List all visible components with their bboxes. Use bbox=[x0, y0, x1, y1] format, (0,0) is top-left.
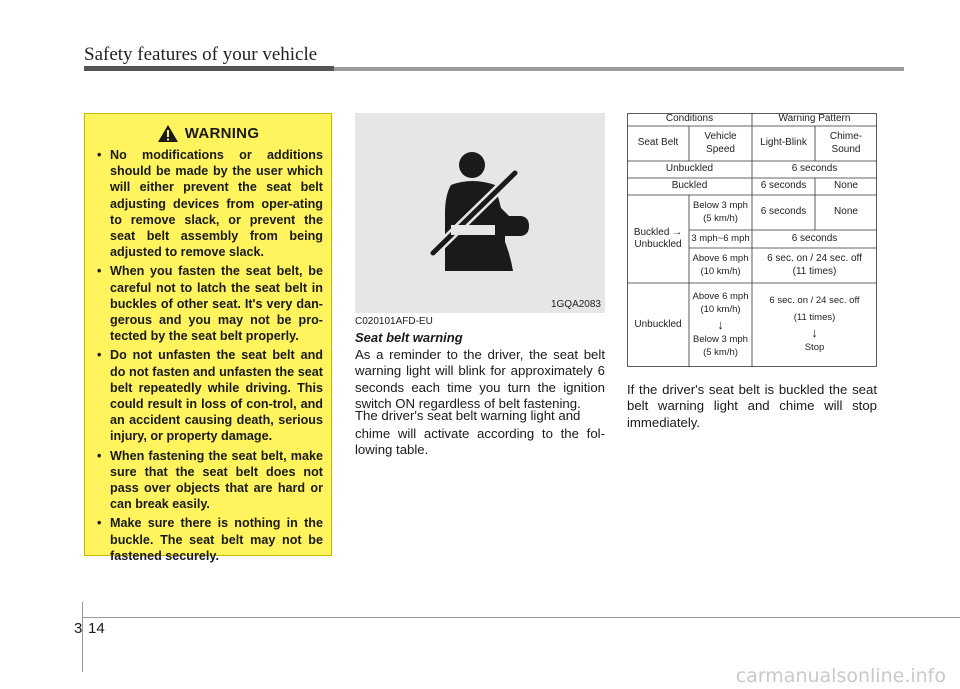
th-chime-line1: Chime- bbox=[829, 131, 863, 142]
cell-above-6mph-line2: (10 km/h) bbox=[700, 265, 741, 277]
section-code: C020101AFD-EU bbox=[355, 316, 433, 327]
down-arrow-icon: ↓ bbox=[811, 325, 818, 341]
section-heading: Seat belt warning bbox=[355, 330, 463, 345]
warning-item: • When fastening the seat belt, make sure that the seat belt does not pass over objects that are hard or can break easily. bbox=[93, 448, 323, 513]
seat-belt-warning-icon bbox=[355, 113, 605, 313]
body-paragraph: As a reminder to the driver, the seat belt warning light will blink for approximately 6 seconds each time you turn the ignition switch ON regardless of belt fastening. bbox=[355, 347, 605, 412]
cell-above-6mph-line2: (10 km/h) bbox=[700, 303, 741, 315]
th-vehicle-speed bbox=[689, 126, 752, 161]
cell-below-3mph bbox=[689, 195, 752, 230]
cell-6-seconds: 6 seconds bbox=[760, 180, 807, 192]
cell-above-6mph-line1: Above 6 mph bbox=[692, 253, 749, 264]
cell-6on-24off bbox=[752, 248, 877, 283]
cell-below-3mph-line2: (5 km/h) bbox=[703, 212, 738, 224]
warning-title: WARNING bbox=[184, 125, 260, 142]
cell-3-6mph: 3 mph~6 mph bbox=[691, 232, 750, 244]
cell-6-seconds: 6 seconds bbox=[791, 232, 838, 244]
page-number-value: 14 bbox=[88, 620, 105, 637]
warning-list bbox=[93, 147, 323, 564]
cell-unbuckled: Unbuckled bbox=[665, 163, 714, 175]
cell-none: None bbox=[834, 206, 858, 218]
cell-chime-to-stop bbox=[752, 283, 877, 367]
th-warning-pattern: Warning Pattern bbox=[778, 113, 851, 125]
warning-header bbox=[93, 124, 323, 143]
figure-code: 1GQA2083 bbox=[550, 299, 601, 310]
warning-item: • When you fasten the seat belt, be careful not to latch the seat belt in buckles of other seat. It's very dan-gerous and you may not be pro-tected by the seat belt properly. bbox=[93, 263, 323, 344]
th-vehicle-speed-line2: Speed bbox=[706, 143, 735, 155]
cell-buckled-to-unbuckled bbox=[627, 195, 689, 283]
cell-6on-24off-line1: 6 sec. on / 24 sec. off bbox=[767, 253, 862, 264]
warning-triangle-icon bbox=[157, 124, 179, 143]
page-header-title: Safety features of your vehicle bbox=[84, 44, 318, 65]
body-paragraph: If the driver's seat belt is buckled the seat belt warning light and chime will stop immediately. bbox=[627, 382, 877, 430]
warning-item: • Make sure there is nothing in the buckle. The seat belt may not be fastened securely. bbox=[93, 515, 323, 564]
cell-unbuckled-line: Unbuckled bbox=[634, 239, 682, 250]
cell-below-3mph-line1: Below 3 mph bbox=[693, 200, 748, 211]
cell-buckled: Buckled bbox=[671, 180, 708, 192]
warning-pattern-table bbox=[627, 113, 877, 367]
cell-buckled-arrow: Buckled → bbox=[633, 226, 683, 238]
body-paragraph: chime will activate according to the fol-lowing table. bbox=[355, 426, 605, 458]
cell-above-to-below bbox=[689, 283, 752, 367]
cell-above-6mph-line1: Above 6 mph bbox=[692, 291, 749, 302]
footer-horizontal-rule bbox=[82, 617, 960, 618]
th-conditions: Conditions bbox=[665, 113, 714, 125]
down-arrow-icon: ↓ bbox=[717, 317, 724, 332]
cell-above-6mph bbox=[689, 248, 752, 283]
cell-6-seconds: 6 seconds bbox=[760, 206, 807, 218]
cell-below-3mph-line1: Below 3 mph bbox=[693, 334, 748, 345]
footer-vertical-rule bbox=[82, 602, 83, 672]
cell-none: None bbox=[834, 180, 858, 192]
cell-6on-24off-line1: 6 sec. on / 24 sec. off bbox=[769, 295, 860, 307]
th-vehicle-speed-line1: Vehicle bbox=[704, 131, 737, 142]
cell-11-times: (11 times) bbox=[792, 265, 837, 277]
body-paragraph: The driver's seat belt warning light and bbox=[355, 408, 581, 423]
warning-item: • No modifications or additions should be made by the user which will either prevent the seat belt adjusting devices from oper-ating to remove slack, or prevent the seat belt assembly from being adjusted to remove slack. bbox=[93, 147, 323, 260]
seat-belt-illustration bbox=[355, 113, 605, 313]
chapter-number: 3 bbox=[74, 620, 83, 637]
th-chime-line2: Sound bbox=[831, 143, 861, 155]
header-rule-accent bbox=[84, 66, 334, 71]
watermark: carmanualsonline.info bbox=[735, 665, 946, 687]
cell-6-seconds: 6 seconds bbox=[791, 163, 838, 175]
cell-stop: Stop bbox=[804, 342, 825, 354]
cell-unbuckled: Unbuckled bbox=[634, 318, 682, 330]
warning-box bbox=[84, 113, 332, 563]
cell-11-times: (11 times) bbox=[793, 311, 836, 323]
th-seat-belt: Seat Belt bbox=[637, 137, 679, 149]
cell-below-3mph-line2: (5 km/h) bbox=[703, 346, 738, 358]
th-chime-sound bbox=[815, 126, 877, 161]
th-light-blink: Light-Blink bbox=[760, 137, 807, 149]
warning-item: • Do not unfasten the seat belt and do not fasten and unfasten the seat belt repeatedly while driving. This could result in loss of con-trol, and an accident causing death, serious injury, or property damage. bbox=[93, 347, 323, 444]
